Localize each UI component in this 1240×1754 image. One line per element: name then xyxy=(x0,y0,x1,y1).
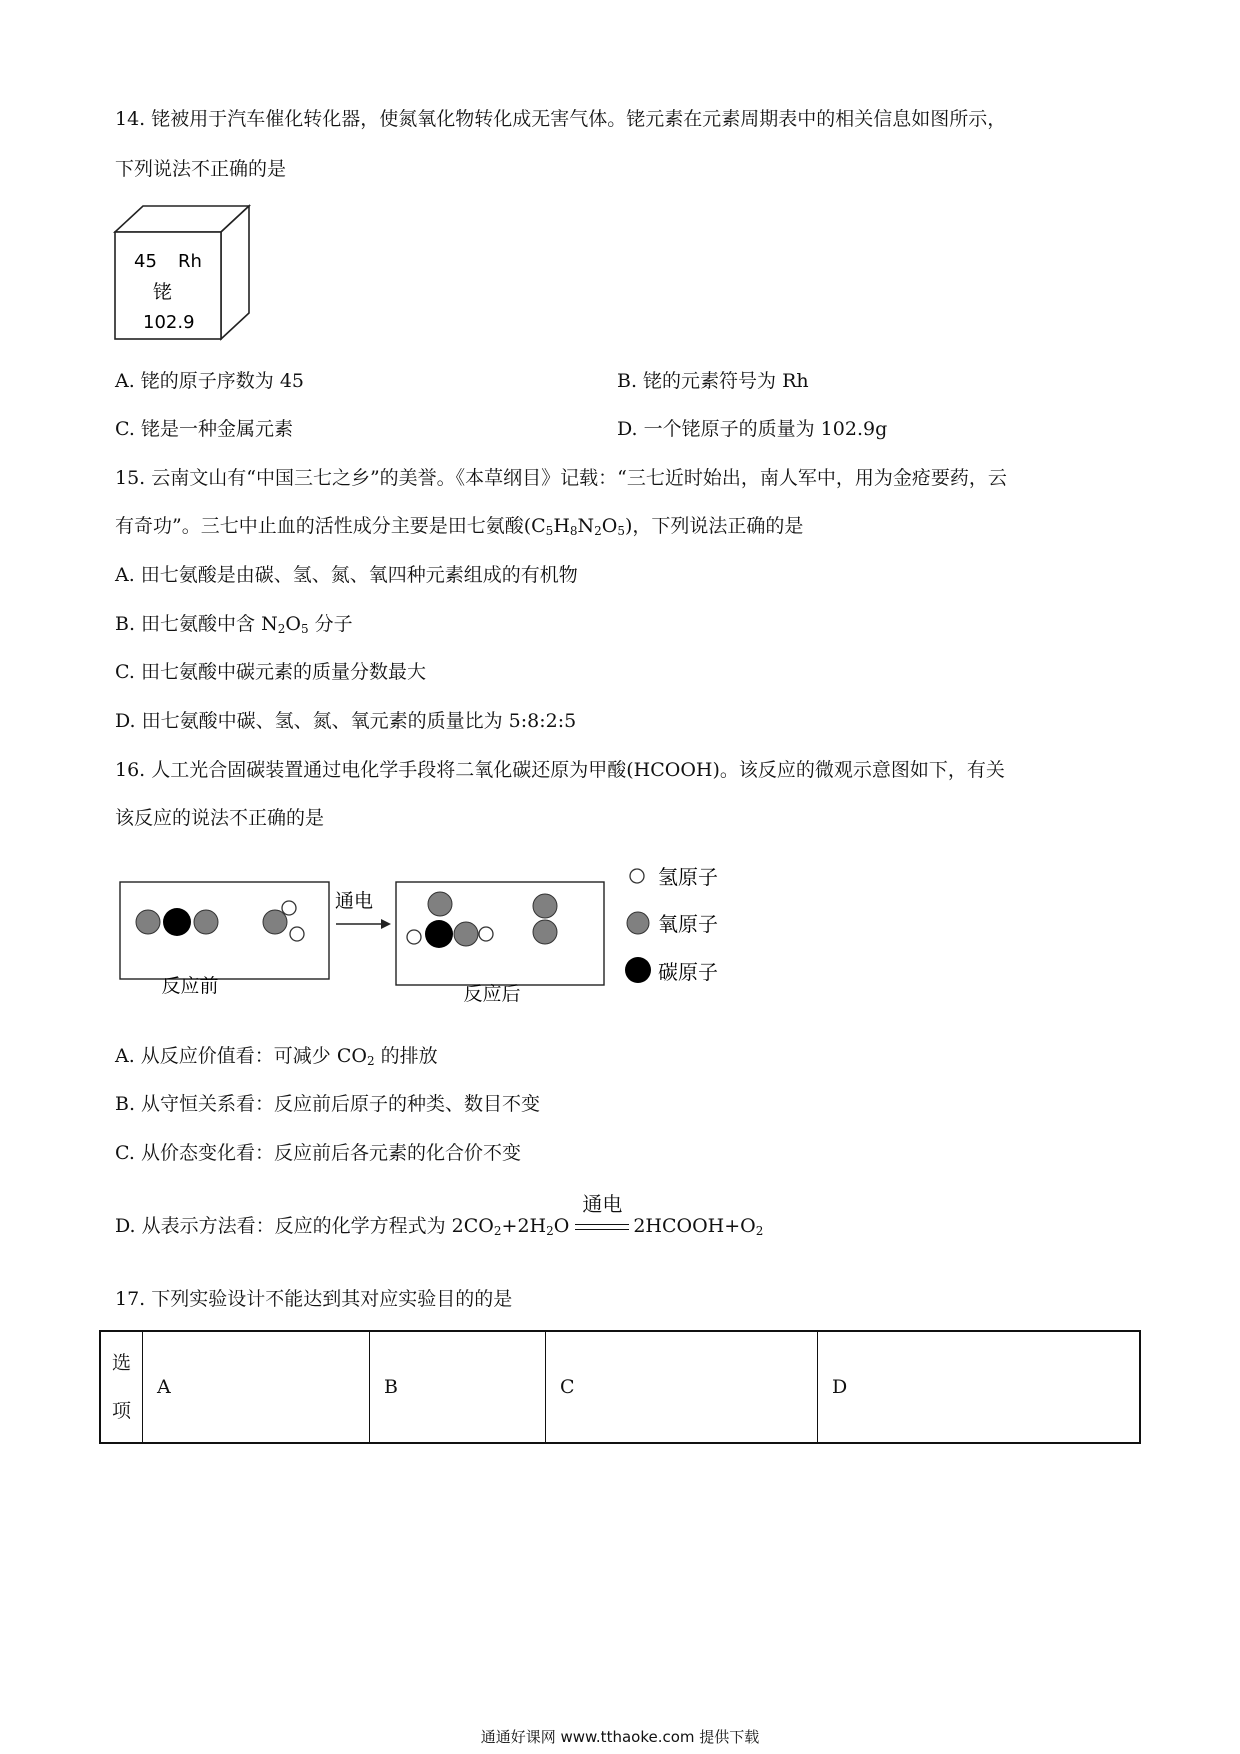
q16-option-b: B. 从守恒关系看：反应前后原子的种类、数目不变 xyxy=(115,1093,541,1115)
table-header-cell: 选 项 xyxy=(100,1331,143,1443)
q14-option-a: A. 铑的原子序数为 45 xyxy=(115,370,305,392)
element-atomic-number: 45 xyxy=(134,251,157,272)
hydrogen-atom-icon xyxy=(630,869,644,883)
q15-option-b: B. 田七氨酸中含 $N_2O_5$ 分子 xyxy=(115,613,353,636)
q16-stem-line2: 该反应的说法不正确的是 xyxy=(115,807,325,829)
carbon-atom-icon xyxy=(625,957,651,983)
equation-condition-label: 通电 xyxy=(582,1192,623,1216)
legend-carbon: 碳原子 xyxy=(658,960,718,984)
q14-option-c: C. 铑是一种金属元素 xyxy=(115,418,293,440)
q16-option-a: A. 从反应价值看：可减少 $CO_2$ 的排放 xyxy=(115,1045,438,1068)
q15-stem-line2: 有奇功”。三七中止血的活性成分主要是田七氨酸$(C_5H_8N_2O_5)$，下列说法正确的是 xyxy=(115,515,804,538)
q15-option-a: A. 田七氨酸是由碳、氢、氮、氧四种元素组成的有机物 xyxy=(115,564,578,586)
legend-hydrogen: 氢原子 xyxy=(658,865,718,889)
element-tile-rhodium xyxy=(112,203,262,341)
oxygen-atom-icon xyxy=(627,912,649,934)
q16-stem-line1: 16. 人工光合固碳装置通过电化学手段将二氧化碳还原为甲酸(HCOOH)。该反应的微观示意图如下，有关 xyxy=(115,759,1005,781)
legend-oxygen: 氧原子 xyxy=(658,912,718,936)
q17-options-table xyxy=(99,1330,1141,1444)
page-footer: 通通好课网 www.tthaoke.com 提供下载 xyxy=(480,1728,760,1746)
after-reaction-label: 反应后 xyxy=(463,983,521,1005)
reaction-micro-diagram xyxy=(110,858,750,1018)
q15-option-d: D. 田七氨酸中碳、氢、氮、氧元素的质量比为 5:8:2:5 xyxy=(115,710,577,732)
q16-option-c: C. 从价态变化看：反应前后各元素的化合价不变 xyxy=(115,1142,521,1164)
element-symbol: Rh xyxy=(178,251,202,272)
table-cell-c: C xyxy=(546,1331,818,1443)
element-atomic-mass: 102.9 xyxy=(143,312,195,333)
q17-stem: 17. 下列实验设计不能达到其对应实验目的的是 xyxy=(115,1288,513,1310)
q16-option-d: D. 从表示方法看：反应的化学方程式为 $2CO_2+2H_2O$ 通电 $2HCOOH+O_2$ xyxy=(115,1211,763,1238)
q14-stem-line1: 14. 铑被用于汽车催化转化器，使氮氧化物转化成无害气体。铑元素在元素周期表中的相关信息如图所示， xyxy=(115,108,1007,130)
table-cell-b: B xyxy=(370,1331,546,1443)
table-cell-a: A xyxy=(143,1331,370,1443)
equation-condition-sign xyxy=(575,1192,629,1234)
q15-stem-line1: 15. 云南文山有“中国三七之乡”的美誉。《本草纲目》记载：“三七近时始出，南人军中，用为金疮要药，云 xyxy=(115,467,1007,489)
q14-stem-line2: 下列说法不正确的是 xyxy=(115,158,287,180)
q15-option-c: C. 田七氨酸中碳元素的质量分数最大 xyxy=(115,661,426,683)
arrow-condition-label: 通电 xyxy=(335,890,374,912)
q14-option-b: B. 铑的元素符号为 Rh xyxy=(617,370,809,392)
before-reaction-label: 反应前 xyxy=(161,975,219,997)
element-name: 铑 xyxy=(153,281,173,303)
table-cell-d: D xyxy=(818,1331,1140,1443)
q14-option-d: D. 一个铑原子的质量为 102.9g xyxy=(617,418,888,440)
